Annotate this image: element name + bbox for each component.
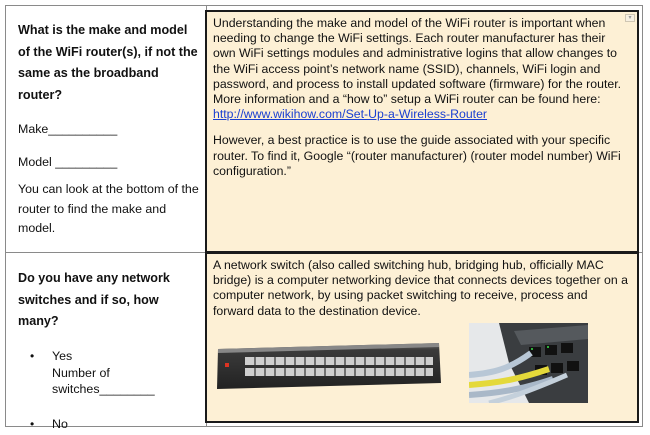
switch-info-box	[205, 252, 639, 423]
router-info-box	[205, 10, 639, 253]
row1-left-cell	[18, 20, 200, 239]
row2-left-cell	[18, 268, 200, 435]
rack-switch-image	[215, 337, 442, 392]
make-field[interactable]: Make__________	[18, 122, 118, 136]
questionnaire-table	[5, 5, 643, 431]
switch-options	[18, 347, 200, 435]
switch-cables-photo	[469, 323, 588, 403]
router-best-practice: However, a best practice is to use the guide associated with your specific router. To find it, Google “(router manufacturer) (router model number) WiFi configuration.”	[213, 133, 621, 178]
option-no[interactable]: • No	[18, 415, 200, 435]
model-field[interactable]: Model _________	[18, 154, 118, 169]
switch-question: Do you have any network switches and if so, how many?	[18, 271, 170, 328]
router-question: What is the make and model of the WiFi router(s), if not the same as the broadband router?	[18, 23, 198, 102]
router-info-paragraph: Understanding the make and model of the WiFi router is important when needing to change the WiFi settings. Each router manufacturer has their own WiFi settings modules and administrative logins that allow changes to the WiFi access point’s network name (SSID), channels, WiFi login and password, and process to install updated software (firmware) for the router. More information and a “how to” setup a WiFi router can be found here: http://www.wikihow.com/Set-Up-a-Wireless-Router	[213, 16, 622, 122]
wikihow-link[interactable]: http://www.wikihow.com/Set-Up-a-Wireless-Router	[213, 107, 488, 122]
router-hint: You can look at the bottom of the router to find the make and model.	[18, 182, 199, 235]
option-yes[interactable]: • Yes Number of switches________	[18, 347, 200, 399]
switch-info-paragraph: A network switch (also called switching hub, bridging hub, officially MAC bridge) is a computer networking device that connects devices together on a computer network, by using packet switching to receive, process and forward data to the destination device.	[213, 258, 628, 318]
chevron-down-icon[interactable]: ▾	[625, 14, 635, 22]
bullet-icon: •	[30, 348, 35, 363]
bullet-icon: •	[30, 417, 35, 431]
switch-count-field[interactable]: switches________	[52, 382, 155, 396]
